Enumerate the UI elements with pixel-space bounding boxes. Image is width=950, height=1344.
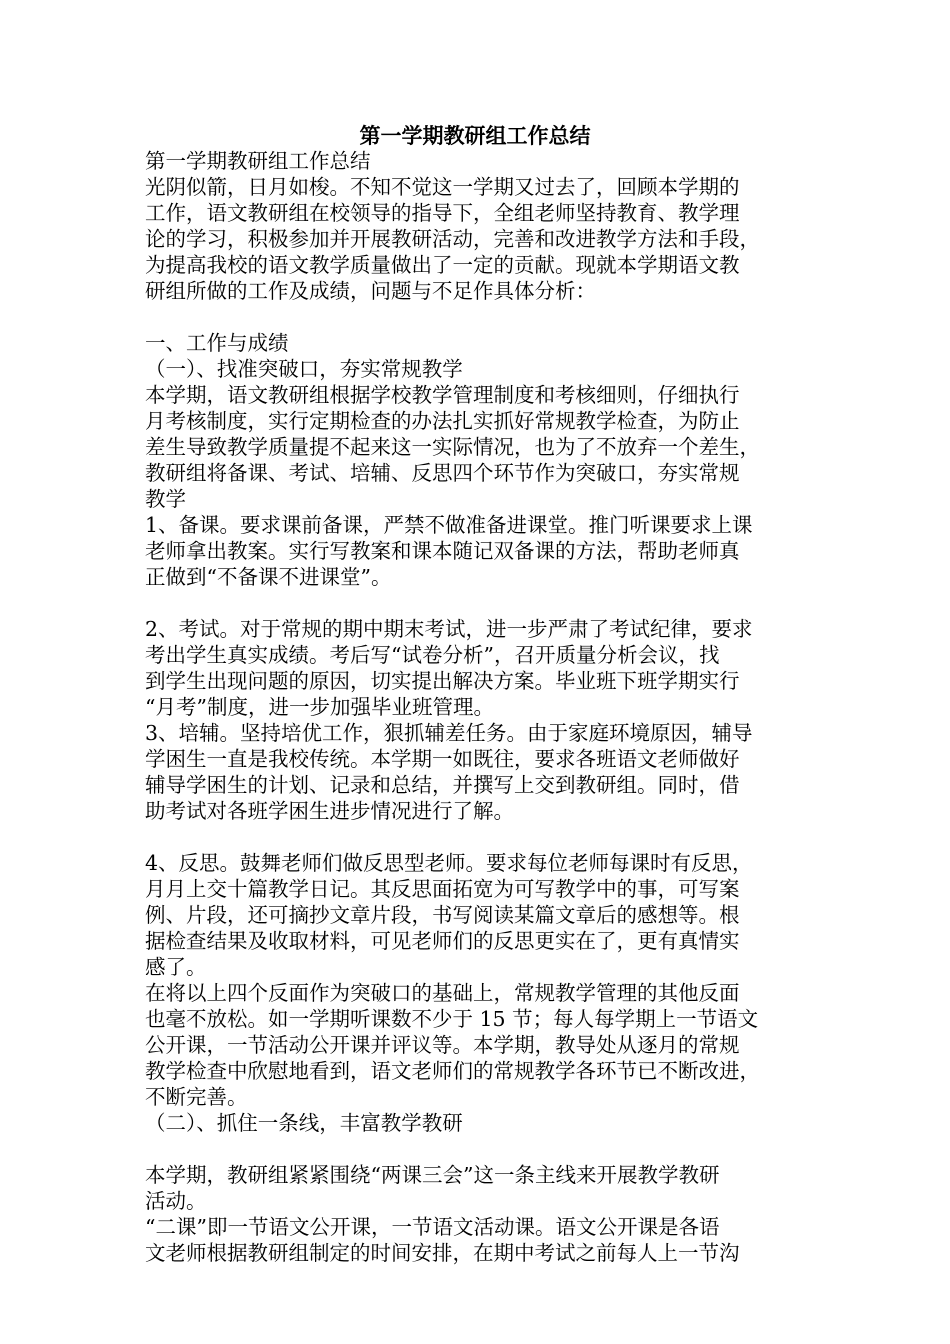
body-line: 本学期，教研组紧紧围绕“两课三会”这一条主线来开展教学教研 <box>145 1163 720 1187</box>
document-body <box>145 148 810 1266</box>
blank-line <box>145 1136 810 1162</box>
body-line: 到学生出现问题的原因，切实提出解决方案。毕业班下班学期实行 <box>145 669 740 693</box>
body-line: 4、反思。鼓舞老师们做反思型老师。要求每位老师每课时有反思， <box>145 851 753 875</box>
body-line: 本学期，语文教研组根据学校教学管理制度和考核细则，仔细执行 <box>145 383 740 407</box>
body-line: 学困生一直是我校传统。本学期一如既往，要求各班语文老师做好 <box>145 747 740 771</box>
body-line: 活动。 <box>145 1189 207 1213</box>
body-line: “二课”即一节语文公开课，一节语文活动课。语文公开课是各语 <box>145 1215 720 1239</box>
body-line: 第一学期教研组工作总结 <box>145 149 371 173</box>
body-line: 光阴似箭，日月如梭。不知不觉这一学期又过去了，回顾本学期的 <box>145 175 740 199</box>
body-line: 月考核制度，实行定期检查的办法扎实抓好常规教学检查，为防止 <box>145 409 740 433</box>
body-line: 2、考试。对于常规的期中期末考试，进一步严肃了考试纪律，要求 <box>145 617 753 641</box>
body-line: 为提高我校的语文教学质量做出了一定的贡献。现就本学期语文教 <box>145 253 740 277</box>
body-line: 据检查结果及收取材料，可见老师们的反思更实在了，更有真情实 <box>145 929 740 953</box>
body-line: （二）、抓住一条线，丰富教学教研 <box>145 1111 463 1135</box>
body-line: 3、培辅。坚持培优工作，狠抓辅差任务。由于家庭环境原因，辅导 <box>145 721 753 745</box>
blank-line <box>145 824 810 850</box>
body-line: 正做到“不备课不进课堂”。 <box>145 565 392 589</box>
body-line: 教学 <box>145 487 186 511</box>
body-line: 教学检查中欣慰地看到，语文老师们的常规教学各环节已不断改进， <box>145 1059 760 1083</box>
body-line: 公开课，一节活动公开课并评议等。本学期，教导处从逐月的常规 <box>145 1033 740 1057</box>
body-line: 助考试对各班学困生进步情况进行了解。 <box>145 799 514 823</box>
blank-line <box>145 590 810 616</box>
body-line: 月月上交十篇教学日记。其反思面拓宽为可写教学中的事，可写案 <box>145 877 740 901</box>
body-line: 例、片段，还可摘抄文章片段，书写阅读某篇文章后的感想等。根 <box>145 903 740 927</box>
document-title: 第一学期教研组工作总结 <box>359 123 591 148</box>
body-line: 文老师根据教研组制定的时间安排，在期中考试之前每人上一节沟 <box>145 1241 740 1265</box>
body-line: 考出学生真实成绩。考后写“试卷分析”，召开质量分析会议，找 <box>145 643 720 667</box>
body-line: 辅导学困生的计划、记录和总结，并撰写上交到教研组。同时，借 <box>145 773 740 797</box>
body-line: 工作，语文教研组在校领导的指导下，全组老师坚持教育、教学理 <box>145 201 740 225</box>
body-line: 也毫不放松。如一学期听课数不少于 15 节；每人每学期上一节语文 <box>145 1007 759 1031</box>
body-line: 不断完善。 <box>145 1085 248 1109</box>
body-line: （一）、找准突破口，夯实常规教学 <box>145 357 463 381</box>
body-line: 感了。 <box>145 955 207 979</box>
body-line: 老师拿出教案。实行写教案和课本随记双备课的方法，帮助老师真 <box>145 539 740 563</box>
blank-line <box>145 304 810 330</box>
body-line: 研组所做的工作及成绩，问题与不足作具体分析： <box>145 279 596 303</box>
body-line: “月考”制度，进一步加强毕业班管理。 <box>145 695 494 719</box>
body-line: 教研组将备课、考试、培辅、反思四个环节作为突破口，夯实常规 <box>145 461 740 485</box>
body-line: 在将以上四个反面作为突破口的基础上，常规教学管理的其他反面 <box>145 981 740 1005</box>
body-line: 1、备课。要求课前备课，严禁不做准备进课堂。推门听课要求上课 <box>145 513 753 537</box>
body-line: 差生导致教学质量提不起来这一实际情况，也为了不放弃一个差生， <box>145 435 760 459</box>
body-line: 一、工作与成绩 <box>145 331 289 355</box>
body-line: 论的学习，积极参加并开展教研活动，完善和改进教学方法和手段， <box>145 227 760 251</box>
